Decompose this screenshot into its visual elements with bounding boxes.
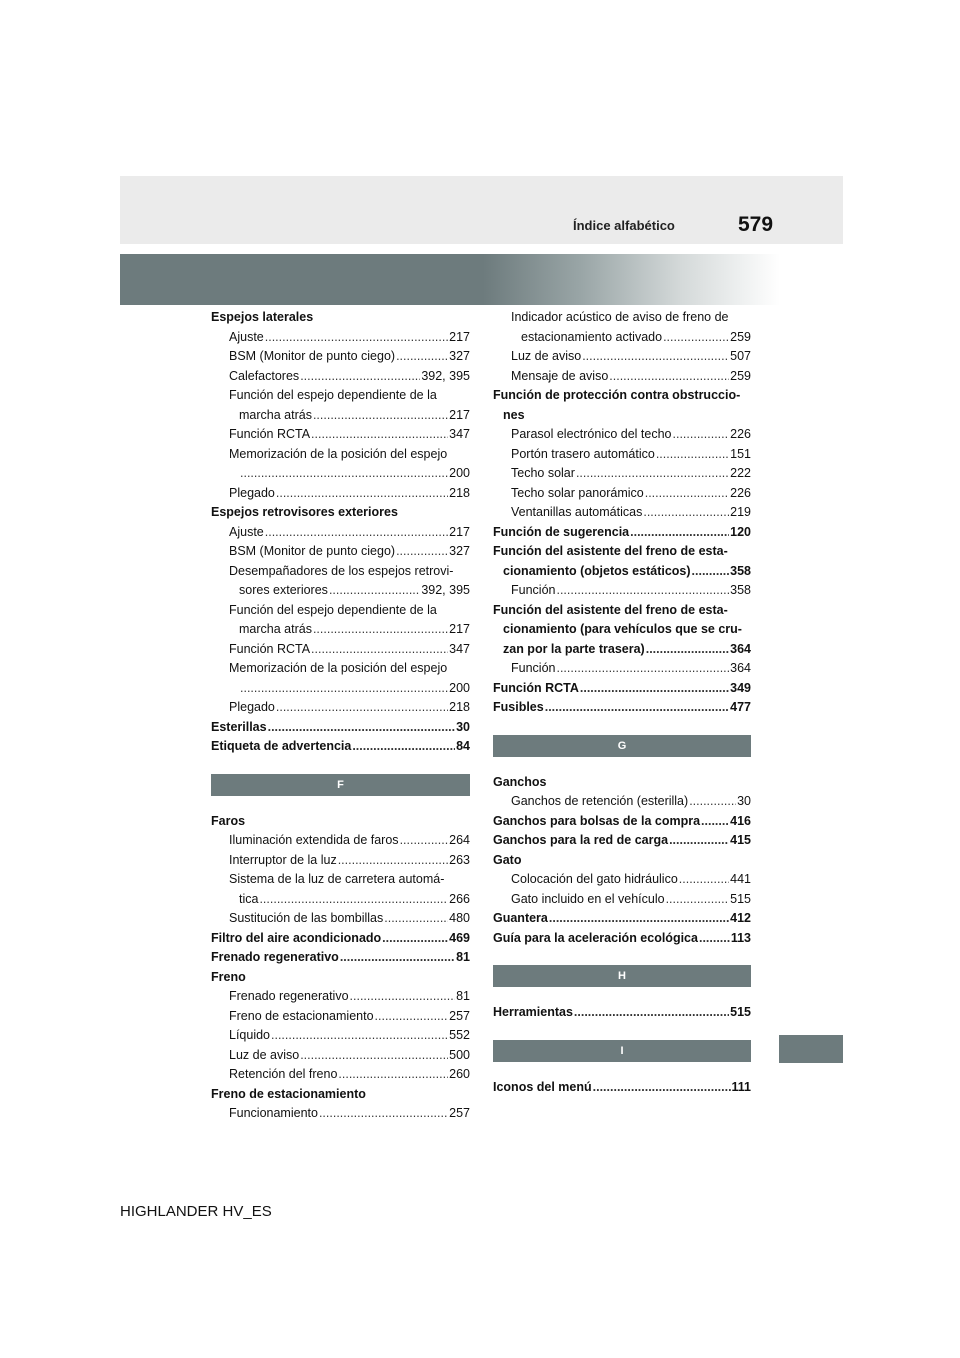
dot-leader bbox=[271, 1026, 448, 1046]
index-entry-label: marcha atrás bbox=[239, 407, 312, 422]
index-entry bbox=[211, 406, 470, 426]
index-entry-label: BSM (Monitor de punto ciego) bbox=[229, 349, 396, 363]
index-column-left bbox=[211, 308, 470, 1124]
dot-leader bbox=[669, 831, 729, 851]
index-page-number: 364 bbox=[730, 641, 751, 656]
index-entry-label: Memorización de la posición del espejo bbox=[229, 446, 448, 461]
index-entry-label: zan por la parte trasera) bbox=[503, 641, 645, 656]
index-entry bbox=[211, 1007, 470, 1027]
index-entry-label: Ajuste bbox=[229, 329, 264, 344]
index-page-number: 415 bbox=[730, 833, 751, 847]
index-entry-label: Desempañadores de los espejos retrovi- bbox=[229, 563, 454, 578]
index-page-number: 217 bbox=[449, 622, 470, 636]
index-entry-label: Luz de aviso bbox=[511, 349, 582, 363]
index-entry bbox=[211, 987, 470, 1007]
dot-leader bbox=[689, 792, 736, 812]
index-page-number: 392, 395 bbox=[421, 368, 470, 383]
index-entry bbox=[211, 542, 470, 562]
index-page-number: 200 bbox=[449, 466, 470, 480]
index-page-number: 347 bbox=[449, 427, 470, 441]
index-page-number: 349 bbox=[730, 680, 751, 695]
index-entry-text bbox=[211, 386, 470, 406]
index-page-number: 412 bbox=[730, 911, 751, 925]
index-entry-label: Techo solar panorámico bbox=[511, 485, 644, 500]
dot-leader bbox=[630, 523, 729, 543]
dot-leader bbox=[313, 620, 448, 640]
index-entry bbox=[211, 347, 470, 367]
index-entry bbox=[493, 484, 751, 504]
index-entry-label: Ganchos bbox=[493, 774, 547, 789]
index-page-number: 327 bbox=[449, 349, 470, 363]
footer-model: HIGHLANDER HV_ES bbox=[120, 1203, 272, 1220]
index-page-number: 364 bbox=[730, 661, 751, 675]
index-entry-label: Filtro del aire acondicionado bbox=[211, 930, 382, 945]
index-entry bbox=[211, 890, 470, 910]
index-page-number: 257 bbox=[449, 1106, 470, 1120]
index-entry-label: Función RCTA bbox=[229, 641, 311, 656]
index-page-number: 222 bbox=[730, 466, 751, 480]
index-entry-label: Calefactores bbox=[229, 368, 300, 383]
index-entry-label: Interruptor de la luz bbox=[229, 852, 337, 867]
index-entry-label: Sistema de la luz de carretera automá- bbox=[229, 872, 445, 886]
index-entry bbox=[493, 367, 751, 387]
index-entry bbox=[493, 328, 751, 348]
index-entry bbox=[493, 562, 751, 582]
index-page-number: 416 bbox=[730, 813, 751, 828]
index-entry-label: Ventanillas automáticas bbox=[511, 505, 643, 519]
dot-leader bbox=[338, 851, 448, 871]
index-entry-label: Esterillas bbox=[211, 719, 267, 734]
index-page-number: 259 bbox=[730, 368, 751, 383]
index-page-number: 347 bbox=[449, 641, 470, 656]
index-entry-label: Plegado bbox=[229, 700, 275, 714]
index-heading bbox=[211, 503, 470, 523]
index-entry bbox=[211, 679, 470, 699]
index-entry-label: Ganchos para bolsas de la compra bbox=[493, 813, 701, 828]
index-entry-label: Etiqueta de advertencia bbox=[211, 739, 352, 753]
index-heading bbox=[493, 773, 751, 793]
index-heading bbox=[211, 1085, 470, 1105]
index-entry-label: Frenado regenerativo bbox=[211, 950, 339, 964]
index-page-number: 219 bbox=[730, 505, 751, 519]
index-entry-label: Guía para la aceleración ecológica bbox=[493, 930, 698, 945]
index-entry bbox=[493, 659, 751, 679]
index-entry-label: Plegado bbox=[229, 485, 275, 500]
index-entry-label: Parasol electrónico del techo bbox=[511, 427, 672, 441]
index-entry-label: Función del asistente del freno de esta- bbox=[493, 602, 728, 617]
dot-leader bbox=[268, 718, 456, 738]
dot-leader bbox=[549, 909, 729, 929]
index-entry-label: Retención del freno bbox=[229, 1067, 338, 1081]
header-band bbox=[120, 176, 843, 244]
index-entry-label: Iluminación extendida de faros bbox=[229, 833, 399, 847]
index-entry-label: Función bbox=[511, 661, 556, 675]
index-page-number: 217 bbox=[449, 407, 470, 422]
index-heading bbox=[211, 812, 470, 832]
index-heading bbox=[493, 386, 751, 406]
letter-section-bar: G bbox=[493, 735, 751, 757]
page-number: 579 bbox=[738, 213, 774, 236]
index-entry-label: Función RCTA bbox=[229, 427, 311, 441]
dot-leader bbox=[609, 367, 729, 387]
dot-leader bbox=[545, 698, 729, 718]
index-page-number: 266 bbox=[449, 891, 470, 906]
dot-leader bbox=[574, 1003, 729, 1023]
index-heading bbox=[211, 968, 470, 988]
dot-leader bbox=[319, 1104, 448, 1124]
index-page-number: 358 bbox=[730, 583, 751, 597]
letter-section-bar: F bbox=[211, 774, 470, 796]
index-entry bbox=[493, 890, 751, 910]
index-entry-label: BSM (Monitor de punto ciego) bbox=[229, 544, 396, 558]
index-entry-label: estacionamiento activado bbox=[521, 329, 663, 344]
letter-section-bar: I bbox=[493, 1040, 751, 1062]
index-entry bbox=[493, 909, 751, 929]
index-page-number: 469 bbox=[449, 930, 470, 945]
index-entry-text bbox=[211, 601, 470, 621]
index-page-number: 259 bbox=[730, 329, 751, 344]
index-entry bbox=[493, 831, 751, 851]
index-page-number: 30 bbox=[456, 719, 470, 734]
index-page-number: 120 bbox=[730, 524, 751, 539]
index-entry-label: Freno de estacionamiento bbox=[229, 1008, 374, 1023]
index-entry bbox=[211, 464, 470, 484]
dot-leader bbox=[692, 562, 730, 582]
index-entry-label: Espejos retrovisores exteriores bbox=[211, 505, 398, 519]
index-page-number: 500 bbox=[449, 1047, 470, 1062]
index-entry bbox=[493, 523, 751, 543]
index-entry-label: Líquido bbox=[229, 1028, 271, 1042]
dot-leader bbox=[656, 445, 729, 465]
index-entry bbox=[493, 581, 751, 601]
index-entry-label: Función del espejo dependiente de la bbox=[229, 388, 437, 402]
index-page-number: 515 bbox=[730, 1005, 751, 1019]
index-page-number: 263 bbox=[449, 852, 470, 867]
index-page-number: 84 bbox=[456, 739, 470, 753]
letter-section-bar: H bbox=[493, 965, 751, 987]
dot-leader bbox=[240, 679, 448, 699]
index-entry-label: Faros bbox=[211, 813, 246, 828]
index-page-number: 81 bbox=[456, 950, 470, 964]
index-page-number: 358 bbox=[730, 563, 751, 578]
index-page-number: 111 bbox=[731, 1079, 751, 1094]
decorative-gradient-bar bbox=[120, 254, 780, 305]
dot-leader bbox=[646, 640, 729, 660]
index-entry bbox=[211, 909, 470, 929]
dot-leader bbox=[311, 425, 448, 445]
index-entry-label: sores exteriores bbox=[239, 583, 328, 597]
index-entry-text bbox=[211, 870, 470, 890]
index-entry-text bbox=[211, 445, 470, 465]
index-entry bbox=[211, 1026, 470, 1046]
index-page-number: 30 bbox=[737, 794, 751, 808]
index-page-number: 515 bbox=[730, 891, 751, 906]
index-entry bbox=[493, 929, 751, 949]
index-page-number: 200 bbox=[449, 680, 470, 695]
index-page-number: 226 bbox=[730, 485, 751, 500]
index-heading bbox=[493, 542, 751, 562]
index-entry bbox=[211, 698, 470, 718]
index-heading bbox=[211, 308, 470, 328]
dot-leader bbox=[666, 890, 730, 910]
index-page-number: 257 bbox=[449, 1008, 470, 1023]
index-entry-label: Mensaje de aviso bbox=[511, 368, 609, 383]
index-entry bbox=[493, 1003, 751, 1023]
index-page-number: 81 bbox=[456, 989, 470, 1003]
index-entry bbox=[211, 737, 470, 757]
index-page-number: 217 bbox=[449, 524, 470, 539]
index-entry-label: Ganchos de retención (esterilla) bbox=[511, 794, 689, 808]
dot-leader bbox=[265, 523, 448, 543]
dot-leader bbox=[350, 987, 456, 1007]
dot-leader bbox=[576, 464, 729, 484]
index-page-number: 480 bbox=[449, 911, 470, 925]
index-entry-label: Función del asistente del freno de esta- bbox=[493, 544, 728, 558]
index-entry-label: Luz de aviso bbox=[229, 1047, 300, 1062]
index-entry-label: Freno de estacionamiento bbox=[211, 1086, 366, 1101]
index-entry bbox=[493, 347, 751, 367]
index-heading bbox=[493, 406, 751, 426]
dot-leader bbox=[580, 679, 729, 699]
index-entry-label: Frenado regenerativo bbox=[229, 989, 349, 1003]
index-entry bbox=[493, 445, 751, 465]
index-entry bbox=[211, 523, 470, 543]
index-entry bbox=[493, 698, 751, 718]
dot-leader bbox=[699, 929, 730, 949]
dot-leader bbox=[593, 1078, 731, 1098]
index-entry-label: Espejos laterales bbox=[211, 310, 314, 324]
index-page-number: 113 bbox=[730, 930, 751, 945]
index-entry-label: tica bbox=[239, 891, 259, 906]
dot-leader bbox=[679, 870, 729, 890]
dot-leader bbox=[400, 831, 449, 851]
dot-leader bbox=[643, 503, 729, 523]
dot-leader bbox=[384, 909, 448, 929]
index-entry-label: Herramientas bbox=[493, 1005, 573, 1019]
index-entry bbox=[493, 812, 751, 832]
index-entry bbox=[211, 851, 470, 871]
dot-leader bbox=[265, 328, 448, 348]
dot-leader bbox=[396, 347, 448, 367]
index-entry-label: Indicador acústico de aviso de freno de bbox=[511, 310, 729, 324]
dot-leader bbox=[375, 1007, 449, 1027]
index-page-number: 260 bbox=[449, 1067, 470, 1081]
index-entry bbox=[211, 1046, 470, 1066]
dot-leader bbox=[300, 367, 420, 387]
dot-leader bbox=[276, 698, 448, 718]
index-entry-label: cionamiento (objetos estáticos) bbox=[503, 563, 691, 578]
index-entry bbox=[211, 620, 470, 640]
index-entry-text bbox=[493, 308, 751, 328]
index-entry-label: Función RCTA bbox=[493, 680, 579, 695]
index-entry-label: Función de protección contra obstruccio- bbox=[493, 388, 741, 402]
index-entry-label: Ajuste bbox=[229, 524, 264, 539]
dot-leader bbox=[340, 948, 455, 968]
index-entry-label: Guantera bbox=[493, 911, 548, 925]
index-entry-label: Funcionamiento bbox=[229, 1106, 318, 1120]
dot-leader bbox=[240, 464, 448, 484]
index-entry-label: Fusibles bbox=[493, 700, 544, 714]
index-page-number: 392, 395 bbox=[421, 583, 470, 597]
dot-leader bbox=[311, 640, 448, 660]
index-entry-label: Iconos del menú bbox=[493, 1079, 592, 1094]
index-page-number: 217 bbox=[449, 329, 470, 344]
index-entry-label: Portón trasero automático bbox=[511, 446, 655, 461]
index-entry-text bbox=[211, 659, 470, 679]
index-entry bbox=[493, 792, 751, 812]
index-page-number: 441 bbox=[730, 872, 751, 886]
index-entry bbox=[211, 367, 470, 387]
index-heading bbox=[493, 620, 751, 640]
index-heading bbox=[493, 601, 751, 621]
index-page-number: 477 bbox=[730, 700, 751, 714]
index-column-right bbox=[493, 308, 751, 1097]
index-entry bbox=[211, 929, 470, 949]
section-title: Índice alfabético bbox=[573, 218, 675, 233]
index-entry-label: Función de sugerencia bbox=[493, 524, 630, 539]
index-page-number: 552 bbox=[449, 1028, 470, 1042]
index-entry-label: Gato incluido en el vehículo bbox=[511, 891, 665, 906]
dot-leader bbox=[259, 890, 448, 910]
index-entry bbox=[211, 581, 470, 601]
dot-leader bbox=[645, 484, 729, 504]
index-entry bbox=[211, 425, 470, 445]
index-entry-label: Función bbox=[511, 583, 556, 597]
chapter-side-tab bbox=[779, 1035, 843, 1063]
index-entry bbox=[211, 948, 470, 968]
index-page-number: 218 bbox=[449, 485, 470, 500]
dot-leader bbox=[352, 737, 455, 757]
index-entry-label: Colocación del gato hidráulico bbox=[511, 872, 678, 886]
dot-leader bbox=[300, 1046, 448, 1066]
index-page-number: 264 bbox=[449, 833, 470, 847]
index-page-number: 327 bbox=[449, 544, 470, 558]
index-entry bbox=[493, 870, 751, 890]
index-entry-label: Sustitución de las bombillas bbox=[229, 911, 384, 925]
dot-leader bbox=[276, 484, 448, 504]
dot-leader bbox=[396, 542, 448, 562]
index-entry bbox=[493, 503, 751, 523]
index-entry bbox=[493, 640, 751, 660]
index-page-number: 151 bbox=[730, 446, 751, 461]
index-page-number: 507 bbox=[730, 349, 751, 363]
dot-leader bbox=[663, 328, 729, 348]
index-entry-label: marcha atrás bbox=[239, 622, 312, 636]
index-entry bbox=[211, 831, 470, 851]
dot-leader bbox=[556, 581, 729, 601]
index-entry-label: cionamiento (para vehículos que se cru- bbox=[503, 622, 742, 636]
dot-leader bbox=[329, 581, 420, 601]
index-entry-label: Función del espejo dependiente de la bbox=[229, 602, 437, 617]
dot-leader bbox=[701, 812, 729, 832]
index-entry bbox=[493, 679, 751, 699]
dot-leader bbox=[313, 406, 448, 426]
dot-leader bbox=[582, 347, 729, 367]
index-entry bbox=[493, 464, 751, 484]
index-entry-label: Gato bbox=[493, 852, 522, 867]
dot-leader bbox=[382, 929, 448, 949]
index-page-number: 226 bbox=[730, 427, 751, 441]
index-entry bbox=[211, 718, 470, 738]
index-entry bbox=[211, 328, 470, 348]
dot-leader bbox=[673, 425, 730, 445]
index-page-number: 218 bbox=[449, 700, 470, 714]
dot-leader bbox=[556, 659, 729, 679]
index-entry-text bbox=[211, 562, 470, 582]
index-entry bbox=[211, 1065, 470, 1085]
index-entry-label: Freno bbox=[211, 969, 246, 984]
index-entry-label: Techo solar bbox=[511, 466, 575, 480]
index-entry bbox=[493, 425, 751, 445]
index-entry-label: nes bbox=[503, 407, 525, 422]
dot-leader bbox=[338, 1065, 448, 1085]
index-entry-label: Memorización de la posición del espejo bbox=[229, 661, 448, 675]
index-entry bbox=[211, 1104, 470, 1124]
index-entry bbox=[211, 640, 470, 660]
index-entry bbox=[211, 484, 470, 504]
index-heading bbox=[493, 851, 751, 871]
index-entry-label: Ganchos para la red de carga bbox=[493, 833, 669, 847]
index-entry bbox=[493, 1078, 751, 1098]
